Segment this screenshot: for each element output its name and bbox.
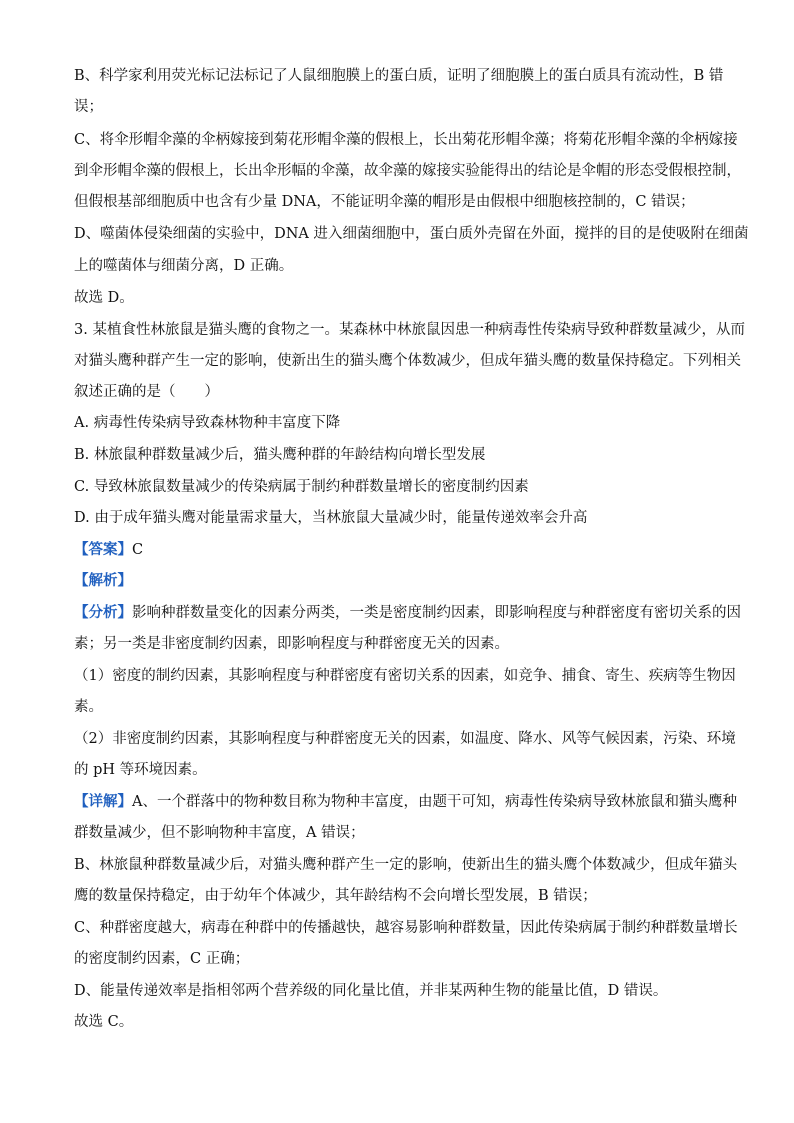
text-line: 群数量减少，但不影响物种丰富度，A 错误； <box>74 825 365 841</box>
option-c: C. 导致林旅鼠数量减少的传染病属于制约种群数量增长的密度制约因素 <box>74 479 529 495</box>
text-line: D、噬菌体侵染细菌的实验中，DNA 进入细菌细胞中，蛋白质外壳留在外面，搅拌的目的是使吸附在细菌 <box>74 226 749 242</box>
text-line: B、林旅鼠种群数量减少后，对猫头鹰种群产生一定的影响，使新出生的猫头鹰个体数减少，但成年猫头 <box>74 857 738 873</box>
text-line: 到伞形帽伞藻的假根上，长出伞形幅的伞藻，故伞藻的嫁接实验能得出的结论是伞帽的形态受假根控制， <box>74 163 741 179</box>
text-line: 故选 C。 <box>74 1014 134 1030</box>
option-d: D. 由于成年猫头鹰对能量需求量大，当林旅鼠大量减少时，能量传递效率会升高 <box>74 510 588 526</box>
analysis-heading <box>74 571 132 591</box>
text-line: 素。 <box>74 699 103 715</box>
text-line: C、将伞形帽伞藻的伞柄嫁接到菊花形帽伞藻的假根上，长出菊花形帽伞藻；将菊花形帽伞藻的伞柄嫁接 <box>74 132 738 148</box>
text-line: B、科学家利用荧光标记法标记了人鼠细胞膜上的蛋白质，证明了细胞膜上的蛋白质具有流动性，B 错 <box>74 68 724 84</box>
fenxi-line <box>74 603 741 623</box>
answer-line <box>74 540 143 560</box>
question-stem: 对猫头鹰种群产生一定的影响，使新出生的猫头鹰个体数减少，但成年猫头鹰的数量保持稳定。下列相关 <box>74 353 741 369</box>
xiangjie-line <box>74 792 737 812</box>
option-a: A. 病毒性传染病导致森林物种丰富度下降 <box>74 415 341 431</box>
answer-tag: 【答案】 <box>74 541 132 558</box>
text-line: C、种群密度越大，病毒在种群中的传播越快，越容易影响种群数量，因此传染病属于制约种群数量增长 <box>74 920 738 936</box>
text-line: 鹰的数量保持稳定，由于幼年个体减少，其年龄结构不会向增长型发展，B 错误； <box>74 888 597 904</box>
fenxi-text: 影响种群数量变化的因素分两类，一类是密度制约因素，即影响程度与种群密度有密切关系的因 <box>132 605 741 621</box>
text-line: （2）非密度制约因素，其影响程度与种群密度无关的因素，如温度、降水、风等气候因素，污染、环境 <box>74 731 736 747</box>
text-line: 的密度制约因素，C 正确； <box>74 951 250 967</box>
xiangjie-tag: 【详解】 <box>74 793 132 810</box>
analysis-tag: 【解析】 <box>74 572 132 589</box>
text-line: （1）密度的制约因素，其影响程度与种群密度有密切关系的因素，如竞争、捕食、寄生、疾病等生物因 <box>74 668 736 684</box>
text-line: 故选 D。 <box>74 290 134 306</box>
question-stem: 3. 某植食性林旅鼠是猫头鹰的食物之一。某森林中林旅鼠因患一种病毒性传染病导致种群数量减少，从而 <box>74 322 745 338</box>
text-line: 但假根基部细胞质中也含有少量 DNA，不能证明伞藻的帽形是由假根中细胞核控制的，C 错误； <box>74 194 695 210</box>
xiangjie-text: A、一个群落中的物种数目称为物种丰富度，由题干可知，病毒性传染病导致林旅鼠和猫头鹰种 <box>132 794 737 810</box>
option-b: B. 林旅鼠种群数量减少后，猫头鹰种群的年龄结构向增长型发展 <box>74 447 486 463</box>
answer-value: C <box>132 542 144 558</box>
fenxi-tag: 【分析】 <box>74 604 132 621</box>
question-stem: 叙述正确的是（ ） <box>74 384 219 400</box>
text-line: 误； <box>74 99 103 115</box>
text-line: 的 pH 等环境因素。 <box>74 762 207 778</box>
text-line: 上的噬菌体与细菌分离，D 正确。 <box>74 258 294 274</box>
text-line: D、能量传递效率是指相邻两个营养级的同化量比值，并非某两种生物的能量比值，D 错误。 <box>74 983 668 999</box>
text-line: 素；另一类是非密度制约因素，即影响程度与种群密度无关的因素。 <box>74 636 509 652</box>
